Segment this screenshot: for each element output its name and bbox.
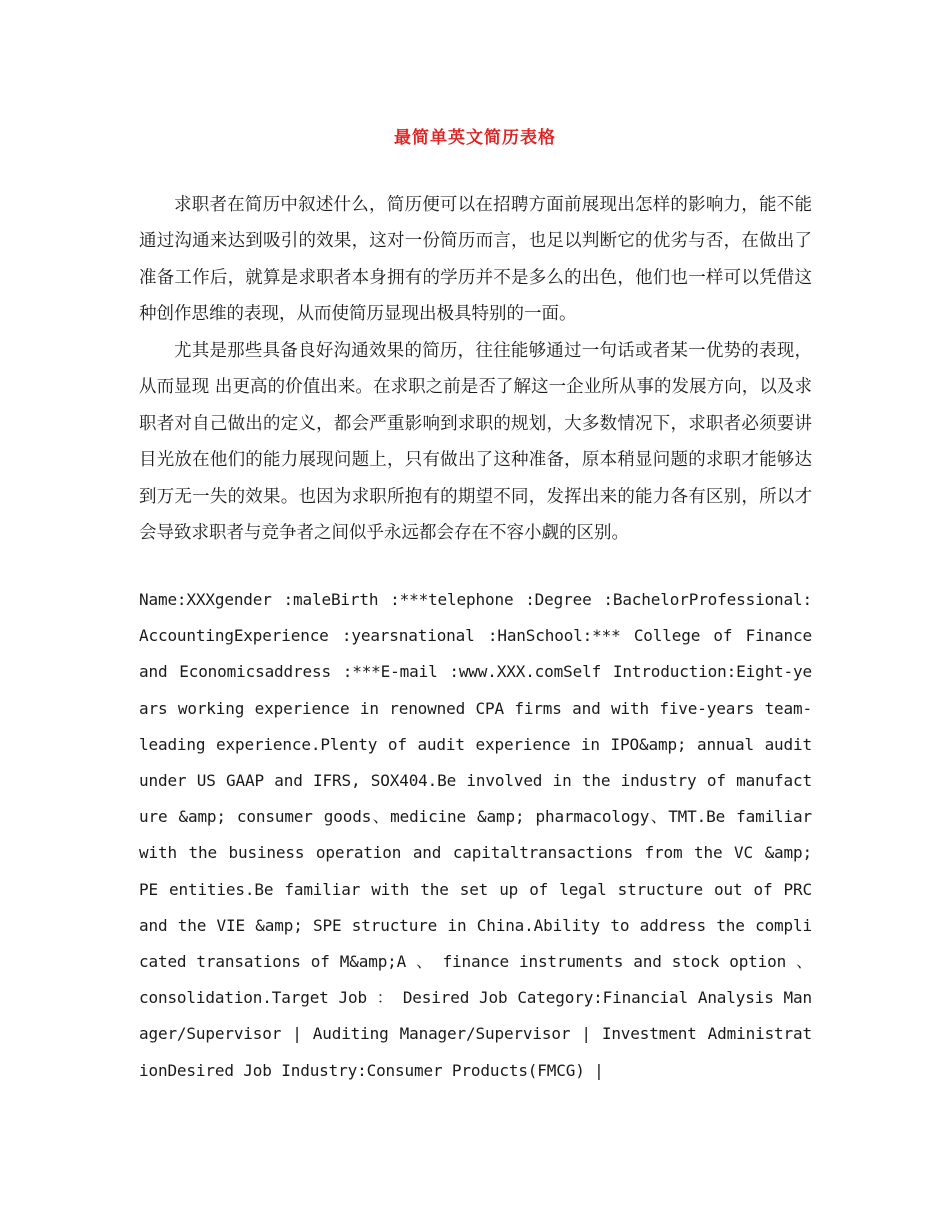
intro-paragraph-2: 尤其是那些具备良好沟通效果的简历，往往能够通过一句话或者某一优势的表现，从而显现 出更高的价值出来。在求职之前是否了解这一企业所从事的发展方向，以及求职者对自己做出的定义，都会严重影响到求职的规划，大多数情况下，求职者必须要讲目光放在他们的能力展现问题上，只有做出了这种准备，原本稍显问题的求职才能够达到万无一失的效果。也因为求职所抱有的期望不同，发挥出来的能力各有区别，所以才会导致求职者与竞争者之间似乎永远都会存在不容小觑的区别。 [139, 341, 812, 544]
intro-paragraph-1: 求职者在简历中叙述什么，简历便可以在招聘方面前展现出怎样的影响力，能不能通过沟通来达到吸引的效果，这对一份简历而言，也足以判断它的优劣与否，在做出了准备工作后，就算是求职者本身拥有的学历并不是多么的出色，他们也一样可以凭借这种创作思维的表现，从而使简历显现出极具特别的一面。 [139, 195, 812, 325]
resume-details-text: Name:XXXgender :maleBirth :***telephone :Degree :BachelorProfessional:AccountingExperience :yearsnational :HanSchool:*** College of Finance and Economicsaddress :***E-mail :www.XXX.comSelf Introduction:Eight-years working experience in renowned CPA firms and with five-years team-leading experience.Plenty of audit experience in IPO&amp; annual audit under US GAAP and IFRS, SOX404.Be involved in the industry of manufacture &amp; consumer goods、medicine &amp; pharmacology、TMT.Be familiar with the business operation and capitaltransactions from the VC &amp; PE entities.Be familiar with the set up of legal structure out of PRC and the VIE &amp; SPE structure in China.Ability to address the complicated transations of M&amp;A 、 finance instruments and stock option 、 consolidation.Target Job ： Desired Job Category:Financial Analysis Manager/Supervisor | Auditing Manager/Supervisor | Investment AdministrationDesired Job Industry:Consumer Products(FMCG) | [139, 590, 812, 1080]
document-title: 最简单英文简历表格 [394, 128, 556, 148]
